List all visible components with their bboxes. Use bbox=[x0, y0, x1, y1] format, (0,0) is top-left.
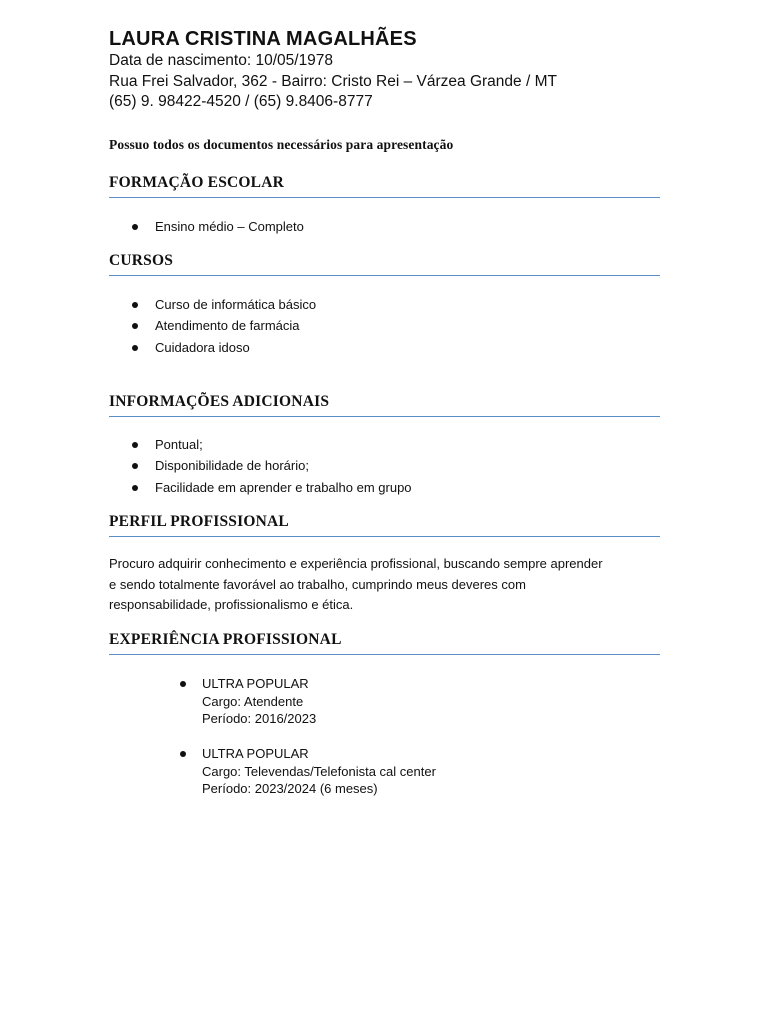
birth-date: Data de nascimento: 10/05/1978 bbox=[109, 52, 334, 69]
phone-numbers: (65) 9. 98422-4520 / (65) 9.8406-8777 bbox=[109, 93, 373, 110]
list-item bbox=[109, 337, 316, 358]
documents-statement: Possuo todos os documentos necessários para apresentação bbox=[109, 137, 454, 152]
bullet-icon bbox=[132, 323, 138, 329]
job-company: ULTRA POPULAR bbox=[202, 676, 309, 691]
list-item bbox=[109, 216, 304, 237]
job-role: Cargo: Atendente bbox=[202, 693, 304, 709]
candidate-name: LAURA CRISTINA MAGALHÃES bbox=[109, 28, 417, 50]
list-item-text: Atendimento de farmácia bbox=[155, 318, 300, 334]
job-entry bbox=[180, 745, 660, 798]
section-heading-profile: PERFIL PROFISSIONAL bbox=[109, 512, 660, 537]
job-period: Período: 2016/2023 bbox=[202, 711, 317, 727]
job-period: Período: 2023/2024 (6 meses) bbox=[202, 781, 378, 797]
profile-line: e sendo totalmente favorável ao trabalho, cumprindo meus deveres com bbox=[109, 576, 526, 592]
bullet-icon bbox=[132, 442, 138, 448]
education-list bbox=[109, 216, 304, 237]
list-item bbox=[109, 434, 412, 455]
list-item bbox=[109, 294, 316, 315]
list-item bbox=[109, 455, 412, 476]
job-company: ULTRA POPULAR bbox=[202, 746, 309, 761]
list-item bbox=[109, 315, 316, 336]
bullet-icon bbox=[132, 345, 138, 351]
bullet-icon bbox=[132, 463, 138, 469]
profile-line: Procuro adquirir conhecimento e experiência profissional, buscando sempre aprender bbox=[109, 556, 603, 571]
profile-line: responsabilidade, profissionalismo e ética. bbox=[109, 597, 354, 613]
section-heading-courses: CURSOS bbox=[109, 251, 660, 276]
job-entry bbox=[180, 675, 660, 728]
bullet-icon bbox=[180, 751, 186, 757]
address: Rua Frei Salvador, 362 - Bairro: Cristo Rei – Várzea Grande / MT bbox=[109, 72, 557, 90]
bullet-icon bbox=[132, 302, 138, 308]
additional-list bbox=[109, 434, 412, 498]
bullet-icon bbox=[132, 224, 138, 230]
list-item bbox=[109, 477, 412, 498]
profile-paragraph bbox=[109, 554, 660, 616]
bullet-icon bbox=[132, 485, 138, 491]
section-heading-education: FORMAÇÃO ESCOLAR bbox=[109, 173, 660, 198]
list-item-text: Disponibilidade de horário; bbox=[155, 458, 309, 474]
section-heading-experience: EXPERIÊNCIA PROFISSIONAL bbox=[109, 630, 660, 655]
list-item-text: Cuidadora idoso bbox=[155, 339, 250, 355]
list-item-text: Pontual; bbox=[155, 437, 203, 452]
resume-header bbox=[109, 27, 669, 113]
list-item-text: Ensino médio – Completo bbox=[155, 219, 304, 234]
list-item-text: Curso de informática básico bbox=[155, 297, 317, 312]
job-role: Cargo: Televendas/Telefonista cal center bbox=[202, 763, 436, 779]
courses-list bbox=[109, 294, 316, 358]
bullet-icon bbox=[180, 681, 186, 687]
list-item-text: Facilidade em aprender e trabalho em grupo bbox=[155, 479, 412, 495]
section-heading-additional: INFORMAÇÕES ADICIONAIS bbox=[109, 392, 660, 417]
